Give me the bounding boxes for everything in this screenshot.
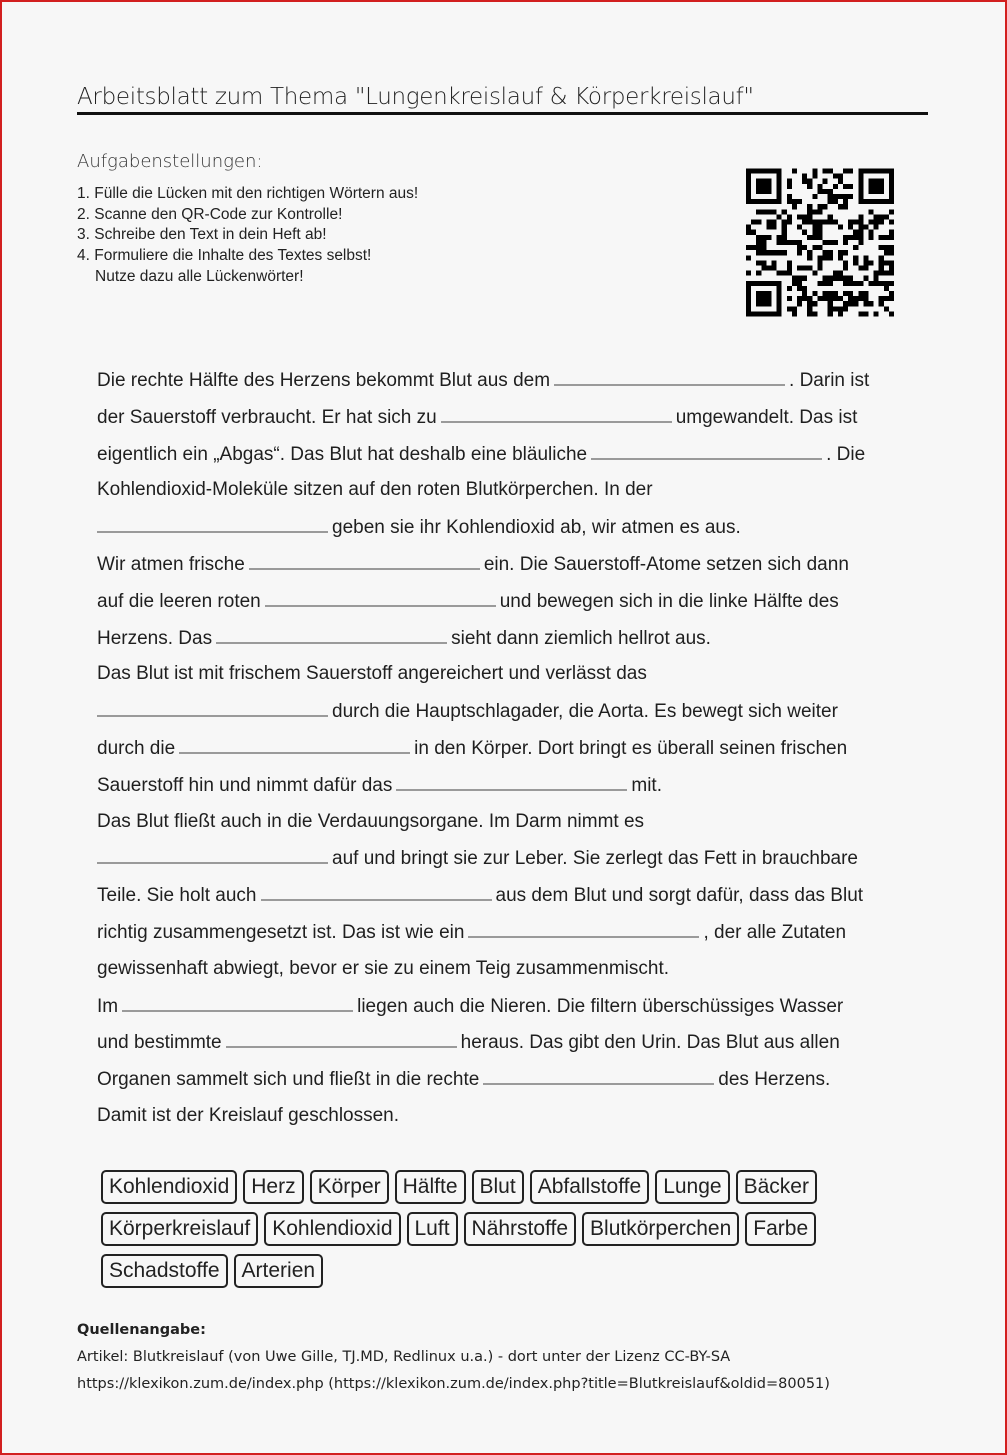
text-segment: Wir atmen frische <box>97 553 245 575</box>
source-article: Artikel: Blutkreislauf (von Uwe Gille, TJ.MD, Redlinux u.a.) - dort unter der Lizenz CC-BY-SA <box>77 1349 731 1365</box>
word-chip: Kohlendioxid <box>264 1212 400 1246</box>
text-segment: . Darin ist <box>789 370 870 391</box>
text-line <box>97 472 927 509</box>
text-segment: und bestimmte <box>97 1032 222 1054</box>
text-line <box>97 509 927 546</box>
tasks-list <box>77 184 418 288</box>
word-chip: Luft <box>407 1212 458 1246</box>
word-bank <box>101 1170 861 1296</box>
word-bank-row <box>101 1254 861 1288</box>
blank-field[interactable] <box>97 509 328 533</box>
word-bank-row <box>101 1170 861 1204</box>
text-line <box>97 804 927 841</box>
blank-field[interactable] <box>591 436 822 460</box>
page-title: Arbeitsblatt zum Thema "Lungenkreislauf & Körperkreislauf" <box>77 84 928 115</box>
source-url[interactable]: https://klexikon.zum.de/index.php (https://klexikon.zum.de/index.php?title=Blutkreislauf&oldid=80051) <box>77 1376 830 1392</box>
text-segment: Das Blut fließt auch in die Verdauungsorgane. Im Darm nimmt es <box>97 810 645 832</box>
text-segment: geben sie ihr Kohlendioxid ab, wir atmen es aus. <box>332 517 741 539</box>
text-segment: Im <box>97 995 119 1017</box>
task-item: 4. Formuliere die Inhalte des Textes selbst! <box>77 247 372 265</box>
word-chip: Bäcker <box>736 1170 817 1204</box>
text-line <box>97 767 927 804</box>
text-segment: Herzens. Das <box>97 627 213 649</box>
word-chip: Nährstoffe <box>464 1212 577 1246</box>
text-segment: und bewegen sich in die linke Hälfte des <box>499 590 839 612</box>
word-chip: Hälfte <box>395 1170 466 1204</box>
blank-field[interactable] <box>483 1061 714 1085</box>
source-section <box>77 1317 830 1398</box>
text-line <box>97 656 927 693</box>
text-segment: sieht dann ziemlich hellrot aus. <box>451 627 711 649</box>
text-segment: , der alle Zutaten <box>703 921 847 943</box>
word-chip: Schadstoffe <box>101 1254 228 1288</box>
text-segment: mit. <box>631 774 662 796</box>
task-item: 3. Schreibe den Text in dein Heft ab! <box>77 226 327 244</box>
blank-field[interactable] <box>226 1024 457 1048</box>
text-line <box>97 583 927 620</box>
word-chip: Herz <box>243 1170 303 1204</box>
task-item: 2. Scanne den QR-Code zur Kontrolle! <box>77 205 343 223</box>
text-segment: in den Körper. Dort bringt es überall seinen frischen <box>414 737 848 759</box>
blank-field[interactable] <box>122 988 353 1012</box>
blank-field[interactable] <box>396 767 627 791</box>
blank-field[interactable] <box>261 877 492 901</box>
text-segment: Teile. Sie holt auch <box>97 885 257 907</box>
text-segment: aus dem Blut und sorgt dafür, dass das Blut <box>495 885 864 907</box>
text-segment: Kohlendioxid-Moleküle sitzen auf den roten Blutkörperchen. In der <box>97 479 653 501</box>
text-line <box>97 620 927 657</box>
text-line <box>97 914 927 951</box>
text-line <box>97 951 927 988</box>
word-chip: Blut <box>472 1170 524 1204</box>
cloze-text <box>97 362 927 1135</box>
text-line <box>97 877 927 914</box>
text-line <box>97 436 927 473</box>
text-segment: liegen auch die Nieren. Die filtern überschüssiges Wasser <box>357 995 844 1017</box>
text-segment: heraus. Das gibt den Urin. Das Blut aus allen <box>460 1032 840 1054</box>
text-line <box>97 693 927 730</box>
tasks-heading: Aufgabenstellungen: <box>77 151 263 172</box>
text-line <box>97 1061 927 1098</box>
text-segment: der Sauerstoff verbraucht. Er hat sich zu <box>97 406 437 428</box>
text-segment: . Die <box>826 443 866 465</box>
text-segment: auf die leeren roten <box>97 590 261 612</box>
text-segment: ein. Die Sauerstoff-Atome setzen sich dann <box>483 553 849 575</box>
blank-field[interactable] <box>249 546 480 570</box>
task-item: 1. Fülle die Lücken mit den richtigen Wörtern aus! <box>77 185 419 202</box>
text-segment: durch die <box>97 737 176 759</box>
blank-field[interactable] <box>441 399 672 423</box>
text-segment: Damit ist der Kreislauf geschlossen. <box>97 1104 400 1126</box>
text-segment: eigentlich ein „Abgas“. Das Blut hat deshalb eine bläuliche <box>97 443 588 465</box>
text-line <box>97 362 927 399</box>
text-segment: richtig zusammengesetzt ist. Das ist wie ein <box>97 921 465 943</box>
text-line <box>97 1098 927 1135</box>
word-bank-row <box>101 1212 861 1246</box>
text-segment: Das Blut ist mit frischem Sauerstoff angereichert und verlässt das <box>97 663 647 685</box>
source-label: Quellenangabe: <box>77 1322 206 1338</box>
text-line <box>97 988 927 1025</box>
blank-field[interactable] <box>468 914 699 938</box>
text-line <box>97 399 927 436</box>
word-chip: Arterien <box>234 1254 324 1288</box>
text-line <box>97 1024 927 1061</box>
word-chip: Farbe <box>745 1212 816 1246</box>
text-line <box>97 840 927 877</box>
text-segment: umgewandelt. Das ist <box>675 406 858 428</box>
blank-field[interactable] <box>97 693 328 717</box>
blank-field[interactable] <box>216 620 447 644</box>
word-chip: Körper <box>310 1170 389 1204</box>
text-segment: Die rechte Hälfte des Herzens bekommt Blut aus dem <box>97 370 551 391</box>
blank-field[interactable] <box>265 583 496 607</box>
text-line <box>97 730 927 767</box>
text-segment: des Herzens. <box>718 1069 831 1091</box>
word-chip: Körperkreislauf <box>101 1212 258 1246</box>
word-chip: Abfallstoffe <box>530 1170 650 1204</box>
text-segment: gewissenhaft abwiegt, bevor er sie zu einem Teig zusammenmischt. <box>97 957 670 979</box>
text-segment: auf und bringt sie zur Leber. Sie zerlegt das Fett in brauchbare <box>332 848 858 870</box>
text-segment: durch die Hauptschlagader, die Aorta. Es bewegt sich weiter <box>332 701 838 723</box>
text-segment: Sauerstoff hin und nimmt dafür das <box>97 774 393 796</box>
text-line <box>97 546 927 583</box>
qr-code-icon[interactable] <box>746 167 894 318</box>
task-item: Nutze dazu alle Lückenwörter! <box>95 267 304 285</box>
blank-field[interactable] <box>179 730 410 754</box>
word-chip: Lunge <box>655 1170 729 1204</box>
blank-field[interactable] <box>554 362 785 386</box>
word-chip: Blutkörperchen <box>582 1212 739 1246</box>
blank-field[interactable] <box>97 840 328 864</box>
text-segment: Organen sammelt sich und fließt in die rechte <box>97 1069 480 1091</box>
word-chip: Kohlendioxid <box>101 1170 237 1204</box>
